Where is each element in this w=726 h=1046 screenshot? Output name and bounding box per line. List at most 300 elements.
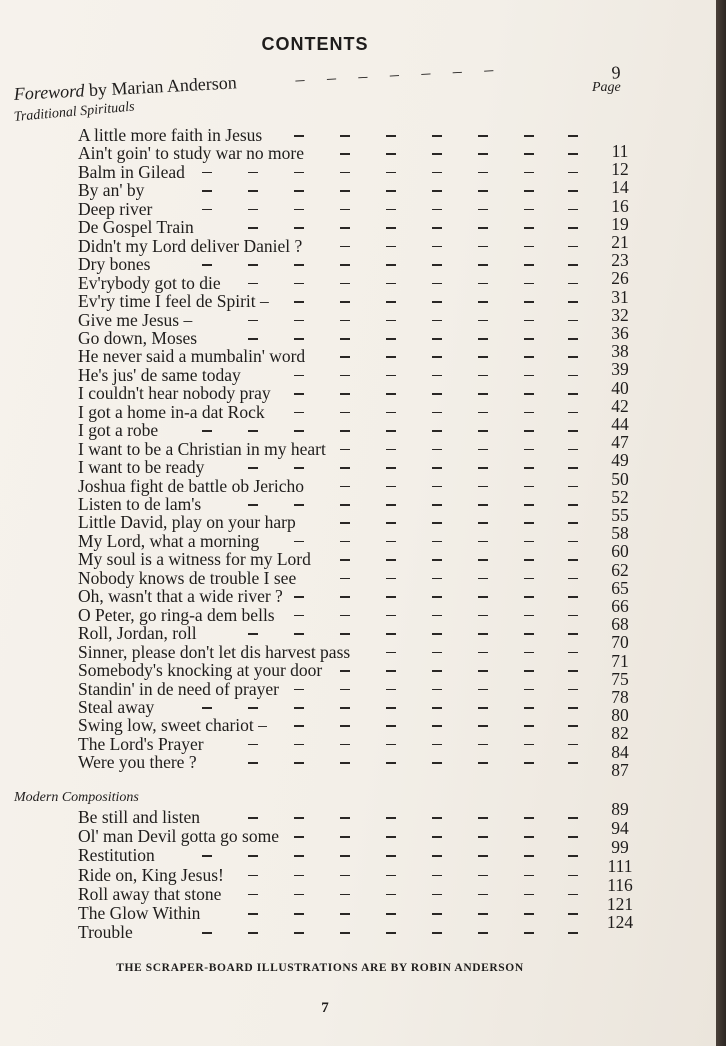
leader-dash — [524, 725, 534, 727]
entry-title: Were you there ? — [78, 752, 197, 773]
modern-entry — [78, 827, 608, 846]
leader-dash — [386, 486, 396, 488]
leader-dash — [478, 338, 488, 340]
leader-dash — [248, 320, 258, 322]
leader-dash — [524, 135, 534, 137]
page-heading: CONTENTS — [261, 34, 369, 54]
traditional-page-number: 65 — [611, 577, 629, 598]
leader-dash — [386, 894, 396, 896]
leader-dash — [340, 467, 350, 469]
leader-dash — [432, 283, 442, 285]
leader-dash — [340, 504, 350, 506]
modern-entry — [78, 808, 608, 827]
traditional-entry — [78, 440, 608, 459]
leader-dash — [568, 932, 578, 934]
leader-dash — [340, 578, 350, 580]
entry-title: Deep river — [78, 198, 153, 219]
leader-dash — [386, 596, 396, 598]
leader-dash — [568, 375, 578, 377]
leader-dash — [386, 522, 396, 524]
leader-dash — [432, 190, 442, 192]
leader-dash — [524, 707, 534, 709]
leader-dash — [478, 320, 488, 322]
leader-dash — [248, 855, 258, 857]
leader-dash — [524, 559, 534, 561]
traditional-entry — [78, 403, 608, 422]
leader-dash — [340, 172, 350, 174]
leader-dash — [432, 633, 442, 635]
leader-dash — [524, 430, 534, 432]
entry-title: Roll away that stone — [78, 883, 222, 904]
leader-dash — [568, 301, 578, 303]
leader-dash — [432, 615, 442, 617]
leader-dash — [386, 725, 396, 727]
leader-dash — [478, 375, 488, 377]
leader-dash — [432, 467, 442, 469]
leader-dash — [248, 875, 258, 877]
entry-title: Ol' man Devil gotta go some — [78, 826, 279, 847]
traditional-page-number: 31 — [611, 286, 629, 307]
leader-dash — [568, 190, 578, 192]
leader-dash — [524, 932, 534, 934]
leader-dash — [386, 762, 396, 764]
leader-dash — [478, 689, 488, 691]
leader-dash — [294, 320, 304, 322]
traditional-page-number: 70 — [611, 632, 629, 653]
leader-dash — [478, 875, 488, 877]
traditional-page-number: 62 — [611, 559, 629, 580]
entry-title: My soul is a witness for my Lord — [78, 549, 311, 570]
leader-dash — [524, 875, 534, 877]
leader-dash — [340, 522, 350, 524]
leader-dash — [432, 338, 442, 340]
entry-title: Joshua fight de battle ob Jericho — [78, 475, 304, 496]
leader-dash — [340, 449, 350, 451]
entry-title: Steal away — [78, 696, 155, 717]
leader-dash — [524, 338, 534, 340]
section-label-traditional: Traditional Spirituals — [13, 99, 136, 125]
leader-dash — [432, 541, 442, 543]
leader-dash — [568, 836, 578, 838]
leader-dash — [340, 707, 350, 709]
entry-title: Balm in Gilead — [78, 161, 185, 182]
leader-dash — [294, 393, 304, 395]
book-edge — [716, 0, 726, 1046]
leader-dash — [386, 153, 396, 155]
modern-page-number: 99 — [611, 836, 629, 857]
leader-dash — [340, 762, 350, 764]
leader-dash — [386, 320, 396, 322]
leader-dash — [340, 559, 350, 561]
leader-dash — [568, 338, 578, 340]
leader-dash — [340, 393, 350, 395]
leader-dash — [432, 932, 442, 934]
leader-dash — [248, 504, 258, 506]
leader-dash — [568, 913, 578, 915]
traditional-page-number: 80 — [611, 705, 629, 726]
leader-dash — [432, 209, 442, 211]
leader-dash — [340, 430, 350, 432]
leader-dash — [248, 913, 258, 915]
leader-dash — [432, 412, 442, 414]
traditional-entry — [78, 163, 608, 182]
traditional-entry — [78, 698, 608, 717]
leader-dash — [386, 578, 396, 580]
leader-dash — [432, 504, 442, 506]
page-column-label: Page — [592, 80, 621, 95]
traditional-entry — [78, 735, 608, 754]
traditional-page-number: 58 — [611, 523, 629, 544]
leader-dash — [386, 504, 396, 506]
leader-dash — [294, 135, 304, 137]
leader-dash — [568, 522, 578, 524]
traditional-page-number: 68 — [611, 614, 629, 635]
traditional-entry — [78, 587, 608, 606]
leader-dash — [340, 913, 350, 915]
leader-dash — [432, 375, 442, 377]
leader-dash — [478, 615, 488, 617]
entry-title: Ev'ry time I feel de Spirit – — [78, 291, 269, 312]
leader-dash — [386, 633, 396, 635]
traditional-page-number: 26 — [611, 268, 629, 289]
leader-dash — [524, 615, 534, 617]
leader-dash — [524, 522, 534, 524]
traditional-entry — [78, 680, 608, 699]
leader-dash — [294, 301, 304, 303]
leader-dash — [432, 652, 442, 654]
entry-title: Nobody knows de trouble I see — [78, 567, 297, 588]
leader-dash — [568, 817, 578, 819]
leader-dash — [386, 689, 396, 691]
traditional-page-number: 12 — [611, 159, 629, 180]
traditional-entry — [78, 366, 608, 385]
leader-dash — [386, 744, 396, 746]
leader-dash — [340, 855, 350, 857]
leader-dash — [340, 541, 350, 543]
leader-dash — [340, 932, 350, 934]
leader-dash — [524, 209, 534, 211]
leader-dash — [524, 375, 534, 377]
leader-dash — [386, 467, 396, 469]
entry-title: Listen to de lam's — [78, 494, 202, 514]
entry-title: Go down, Moses — [78, 327, 198, 348]
entry-title: The Lord's Prayer — [78, 733, 204, 754]
leader-dash — [386, 541, 396, 543]
entry-title: I couldn't hear nobody pray — [78, 383, 271, 404]
leader-dash — [524, 504, 534, 506]
traditional-entry — [78, 458, 608, 477]
leader-dash — [340, 615, 350, 617]
leader-dash — [294, 338, 304, 340]
leader-dash — [524, 356, 534, 358]
leader-dash — [248, 467, 258, 469]
leader-dash — [294, 283, 304, 285]
leader-dash — [478, 283, 488, 285]
leader-dash — [432, 449, 442, 451]
entry-title: Oh, wasn't that a wide river ? — [78, 586, 283, 607]
leader-dash — [294, 264, 304, 266]
leader-dash — [294, 707, 304, 709]
leader-dash — [478, 744, 488, 746]
traditional-entry — [78, 144, 608, 163]
entry-title: He never said a mumbalin' word — [78, 346, 306, 367]
leader-dash — [294, 541, 304, 543]
traditional-page-number: 60 — [611, 541, 629, 562]
leader-dash — [568, 227, 578, 229]
leader-dash — [432, 264, 442, 266]
leader-dash — [478, 486, 488, 488]
leader-dash — [432, 522, 442, 524]
traditional-page-number: 75 — [611, 668, 629, 689]
leader-dash — [340, 264, 350, 266]
leader-dash — [478, 578, 488, 580]
traditional-page-number: 78 — [611, 687, 629, 707]
traditional-entry — [78, 495, 608, 514]
leader-dash — [432, 430, 442, 432]
leader-dash — [386, 412, 396, 414]
leader-dash — [432, 320, 442, 322]
leader-dash — [478, 356, 488, 358]
traditional-entry — [78, 532, 608, 551]
modern-page-number: 89 — [611, 799, 629, 819]
modern-entry — [78, 904, 608, 923]
leader-dash — [524, 320, 534, 322]
leader-dash — [568, 559, 578, 561]
leader-dash — [294, 689, 304, 691]
entry-title: Roll, Jordan, roll — [78, 623, 197, 644]
leader-dash — [432, 836, 442, 838]
leader-dash — [524, 190, 534, 192]
leader-dash — [478, 817, 488, 819]
leader-dash — [432, 855, 442, 857]
foreword-author: by Marian Anderson — [83, 72, 238, 101]
leader-dash — [386, 855, 396, 857]
entry-title: Dry bones — [78, 254, 151, 275]
leader-dash — [478, 467, 488, 469]
leader-dash — [432, 153, 442, 155]
leader-dash — [386, 836, 396, 838]
leader-dash — [202, 190, 212, 192]
traditional-entry — [78, 274, 608, 293]
leader-dash — [524, 596, 534, 598]
traditional-page-number: 11 — [611, 141, 629, 161]
modern-page-number: 121 — [606, 893, 634, 914]
leader-dash — [478, 412, 488, 414]
leader-dash — [340, 375, 350, 377]
leader-dash — [568, 430, 578, 432]
modern-entry — [78, 866, 608, 885]
leader-dash — [248, 707, 258, 709]
leader-dash — [568, 725, 578, 727]
entry-title: By an' by — [78, 180, 145, 201]
leader-dash — [432, 578, 442, 580]
leader-dash — [386, 875, 396, 877]
leader-dash — [294, 467, 304, 469]
leader-dash — [524, 836, 534, 838]
entry-title: I want to be a Christian in my heart — [78, 438, 326, 459]
leader-dash — [340, 153, 350, 155]
entry-title: Little David, play on your harp — [78, 512, 296, 533]
leader-dash — [340, 190, 350, 192]
traditional-page-number: 52 — [611, 486, 629, 507]
leader-dash — [432, 707, 442, 709]
entry-title: I got a robe — [78, 420, 159, 441]
leader-dash — [478, 670, 488, 672]
leader-dash — [386, 264, 396, 266]
leader-dash — [478, 393, 488, 395]
leader-dash — [478, 652, 488, 654]
leader-dash — [568, 153, 578, 155]
leader-dash — [478, 932, 488, 934]
leader-dash — [478, 596, 488, 598]
traditional-page-number: 71 — [611, 650, 629, 671]
entry-title: My Lord, what a morning — [78, 530, 260, 551]
leader-dash — [432, 172, 442, 174]
leader-dash — [568, 689, 578, 691]
leader-dash — [432, 356, 442, 358]
leader-dash — [294, 504, 304, 506]
leader-dash — [524, 449, 534, 451]
leader-dash — [524, 467, 534, 469]
leader-dash — [568, 320, 578, 322]
leader-dash — [294, 932, 304, 934]
leader-dash — [340, 135, 350, 137]
leader-dash — [340, 209, 350, 211]
entry-title: I got a home in-a dat Rock — [78, 401, 265, 422]
leader-dash — [248, 264, 258, 266]
entry-title: Sinner, please don't let dis harvest pass — [78, 641, 351, 662]
traditional-entry — [78, 606, 608, 625]
traditional-page-number: 84 — [611, 741, 629, 762]
traditional-page-number: 55 — [611, 505, 629, 525]
leader-dash — [202, 430, 212, 432]
leader-dash — [432, 227, 442, 229]
leader-dash — [202, 209, 212, 211]
leader-dash — [386, 172, 396, 174]
leader-dash — [340, 744, 350, 746]
leader-dash — [294, 172, 304, 174]
traditional-entry — [78, 292, 608, 311]
traditional-entry — [78, 126, 608, 145]
leader-dash — [294, 615, 304, 617]
entry-title: O Peter, go ring-a dem bells — [78, 604, 275, 625]
leader-dash — [294, 875, 304, 877]
entry-title: Ride on, King Jesus! — [78, 864, 224, 885]
leader-dash — [432, 725, 442, 727]
leader-dash — [478, 762, 488, 764]
leader-dash — [568, 596, 578, 598]
leader-dash — [248, 817, 258, 819]
leader-dash — [568, 670, 578, 672]
leader-dash — [568, 652, 578, 654]
leader-dash — [524, 855, 534, 857]
traditional-entry — [78, 569, 608, 588]
entry-title: The Glow Within — [78, 903, 201, 923]
traditional-entry — [78, 200, 608, 219]
leader-dash — [386, 393, 396, 395]
modern-page-number: 116 — [607, 874, 633, 895]
modern-entry — [78, 846, 608, 865]
leader-dash — [568, 449, 578, 451]
leader-dash — [294, 913, 304, 915]
leader-dash — [524, 227, 534, 229]
leader-dash — [294, 430, 304, 432]
leader-dash — [568, 246, 578, 248]
leader-dash — [340, 486, 350, 488]
entry-title: Didn't my Lord deliver Daniel ? — [78, 235, 303, 256]
leader-dash — [340, 338, 350, 340]
traditional-entry — [78, 181, 608, 200]
leader-dash — [478, 172, 488, 174]
leader-dash — [432, 301, 442, 303]
leader-dash — [386, 209, 396, 211]
leader-dash — [524, 894, 534, 896]
leader-dash — [340, 283, 350, 285]
section-label-modern: Modern Compositions — [14, 790, 139, 805]
leader-dash — [386, 356, 396, 358]
leader-dash — [202, 264, 212, 266]
modern-page-number: 94 — [611, 817, 629, 838]
leader-dash — [524, 744, 534, 746]
traditional-entry — [78, 329, 608, 348]
leader-dash — [524, 578, 534, 580]
leader-dash — [432, 913, 442, 915]
traditional-page-number: 66 — [611, 596, 629, 616]
leader-dash — [478, 430, 488, 432]
leader-dash — [432, 135, 442, 137]
leader-dash — [386, 615, 396, 617]
traditional-page-number: 39 — [611, 359, 629, 380]
leader-dash — [568, 412, 578, 414]
leader-dash — [568, 209, 578, 211]
leader-dash — [202, 932, 212, 934]
leader-dash — [432, 875, 442, 877]
entry-title: Ev'rybody got to die — [78, 272, 221, 293]
traditional-page-number: 50 — [611, 468, 629, 489]
leader-dash — [294, 762, 304, 764]
leader-dash — [340, 817, 350, 819]
leader-dash — [432, 246, 442, 248]
leader-dash — [478, 894, 488, 896]
leader-dash — [294, 190, 304, 192]
leader-dash — [432, 689, 442, 691]
leader-dash — [568, 855, 578, 857]
page-folio: 7 — [321, 1000, 329, 1016]
leader-dash — [478, 541, 488, 543]
leader-dash — [524, 817, 534, 819]
leader-dash — [568, 875, 578, 877]
leader-dash — [568, 894, 578, 896]
leader-dash — [294, 817, 304, 819]
entry-title: Standin' in de need of prayer — [78, 678, 279, 699]
entry-title: Be still and listen — [78, 807, 201, 827]
leader-dash — [524, 246, 534, 248]
leader-dash — [386, 135, 396, 137]
leader-dash — [524, 153, 534, 155]
traditional-page-number: 40 — [611, 377, 629, 398]
leader-dash — [386, 301, 396, 303]
leader-dash — [248, 172, 258, 174]
leader-dash — [478, 209, 488, 211]
leader-dash — [340, 894, 350, 896]
leader-dash — [524, 412, 534, 414]
leader-dash — [386, 375, 396, 377]
leader-dash — [386, 817, 396, 819]
entry-title: He's jus' de same today — [78, 364, 241, 385]
leader-dash — [386, 283, 396, 285]
traditional-entry — [78, 513, 608, 532]
leader-dash — [568, 707, 578, 709]
